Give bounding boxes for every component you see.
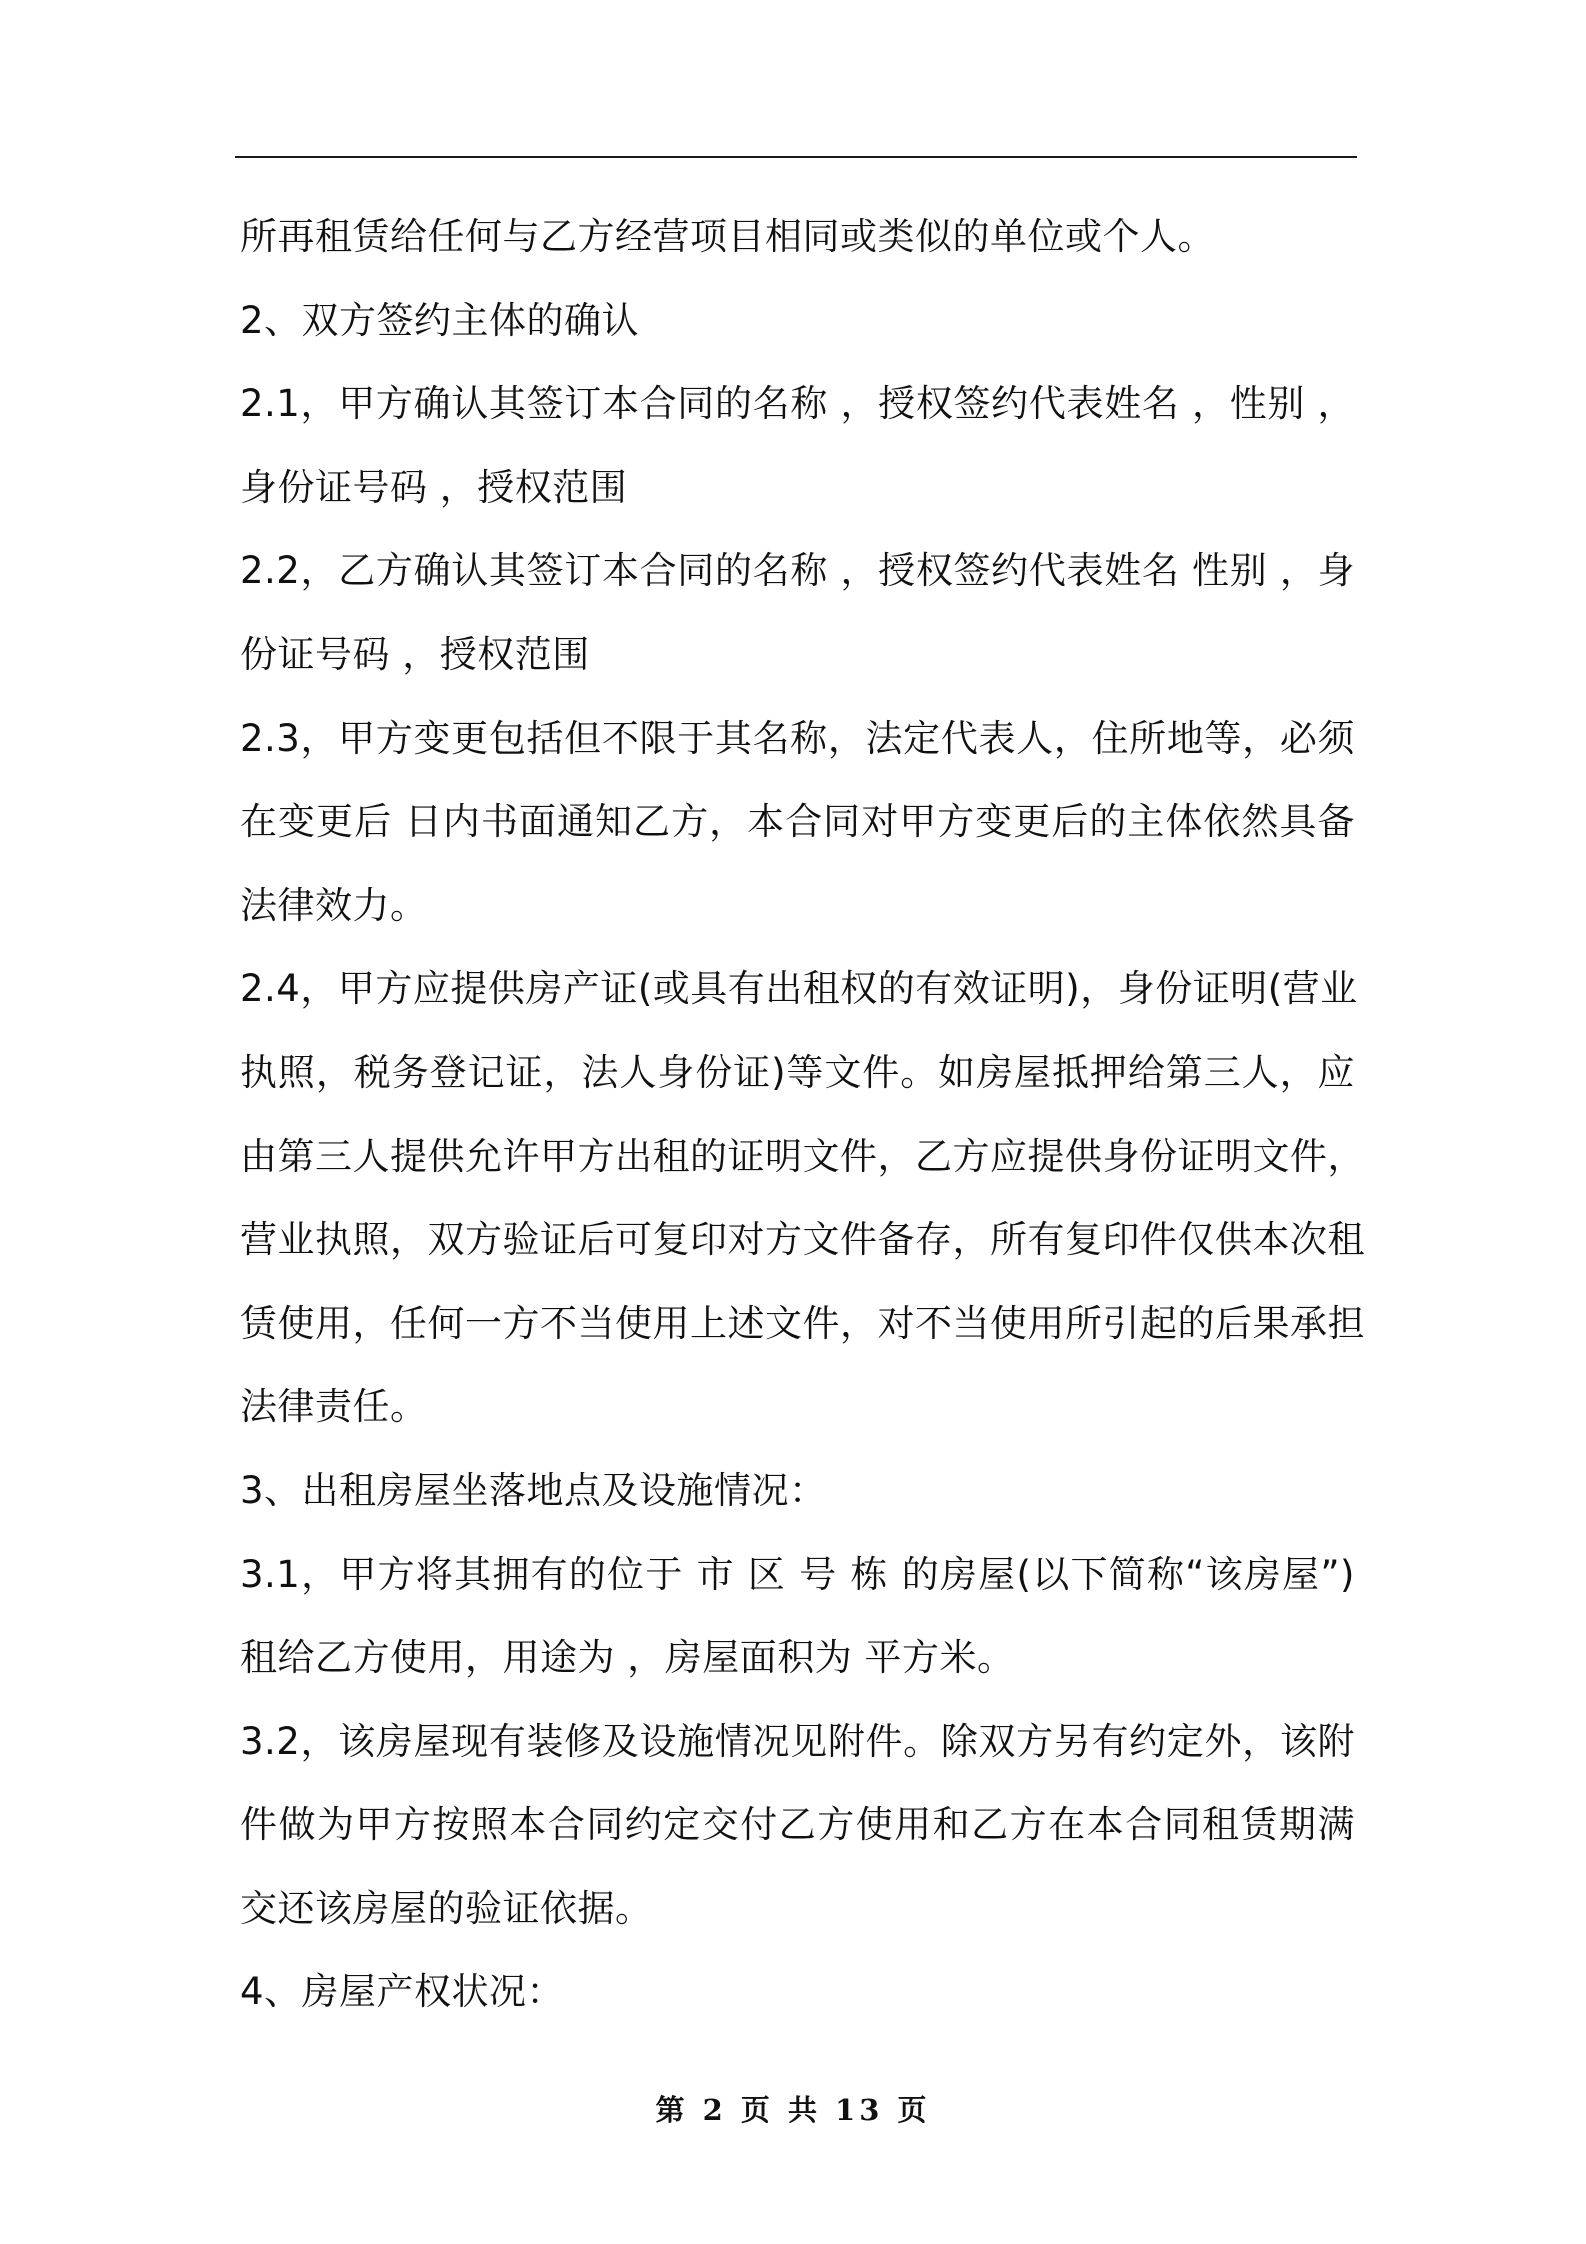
document-line: 所再租赁给任何与乙方经营项目相同或类似的单位或个人。 [240,215,1215,258]
document-line: 3.1，甲方将其拥有的位于 市 区 号 栋 的房屋(以下简称“该房屋”) [240,1552,1355,1596]
document-line: 身份证号码 ，授权范围 [240,465,628,509]
document-line: 法律责任。 [240,1385,428,1429]
document-line: 租给乙方使用，用途为 ，房屋面积为 平方米。 [240,1636,1015,1680]
document-line: 交还该房屋的验证依据。 [240,1886,653,1930]
document-line: 营业执照，双方验证后可复印对方文件备存，所有复印件仅供本次租 [240,1218,1365,1262]
document-line: 2.3，甲方变更包括但不限于其名称，法定代表人，住所地等，必须 [240,716,1355,760]
document-line: 2.4，甲方应提供房产证(或具有出租权的有效证明)，身份证明(营业 [240,967,1358,1011]
document-line: 4、房屋产权状况： [240,1970,565,2014]
document-line: 执照，税务登记证，法人身份证)等文件。如房屋抵押给第三人，应 [240,1050,1355,1094]
header-rule [235,156,1357,158]
page-number-footer: 第 2 页 共 13 页 [655,2093,931,2127]
document-line: 由第三人提供允许甲方出租的证明文件，乙方应提供身份证明文件， [240,1134,1365,1178]
document-body [240,195,1365,2034]
document-line: 法律效力。 [240,883,428,927]
document-line: 件做为甲方按照本合同约定交付乙方使用和乙方在本合同租赁期满 [240,1803,1355,1847]
document-line: 2.2，乙方确认其签订本合同的名称 ，授权签约代表姓名 性别 ，身 [240,549,1355,593]
document-line: 份证号码 ，授权范围 [240,632,590,676]
document-line: 在变更后 日内书面通知乙方，本合同对甲方变更后的主体依然具备 [240,800,1355,844]
document-line: 赁使用，任何一方不当使用上述文件，对不当使用所引起的后果承担 [240,1301,1365,1345]
document-line: 3.2，该房屋现有装修及设施情况见附件。除双方另有约定外，该附 [240,1719,1355,1763]
document-line: 3、出租房屋坐落地点及设施情况： [240,1468,827,1512]
document-line: 2、双方签约主体的确认 [240,298,640,342]
document-line: 2.1，甲方确认其签订本合同的名称 ，授权签约代表姓名 ，性别 ， [240,382,1355,426]
